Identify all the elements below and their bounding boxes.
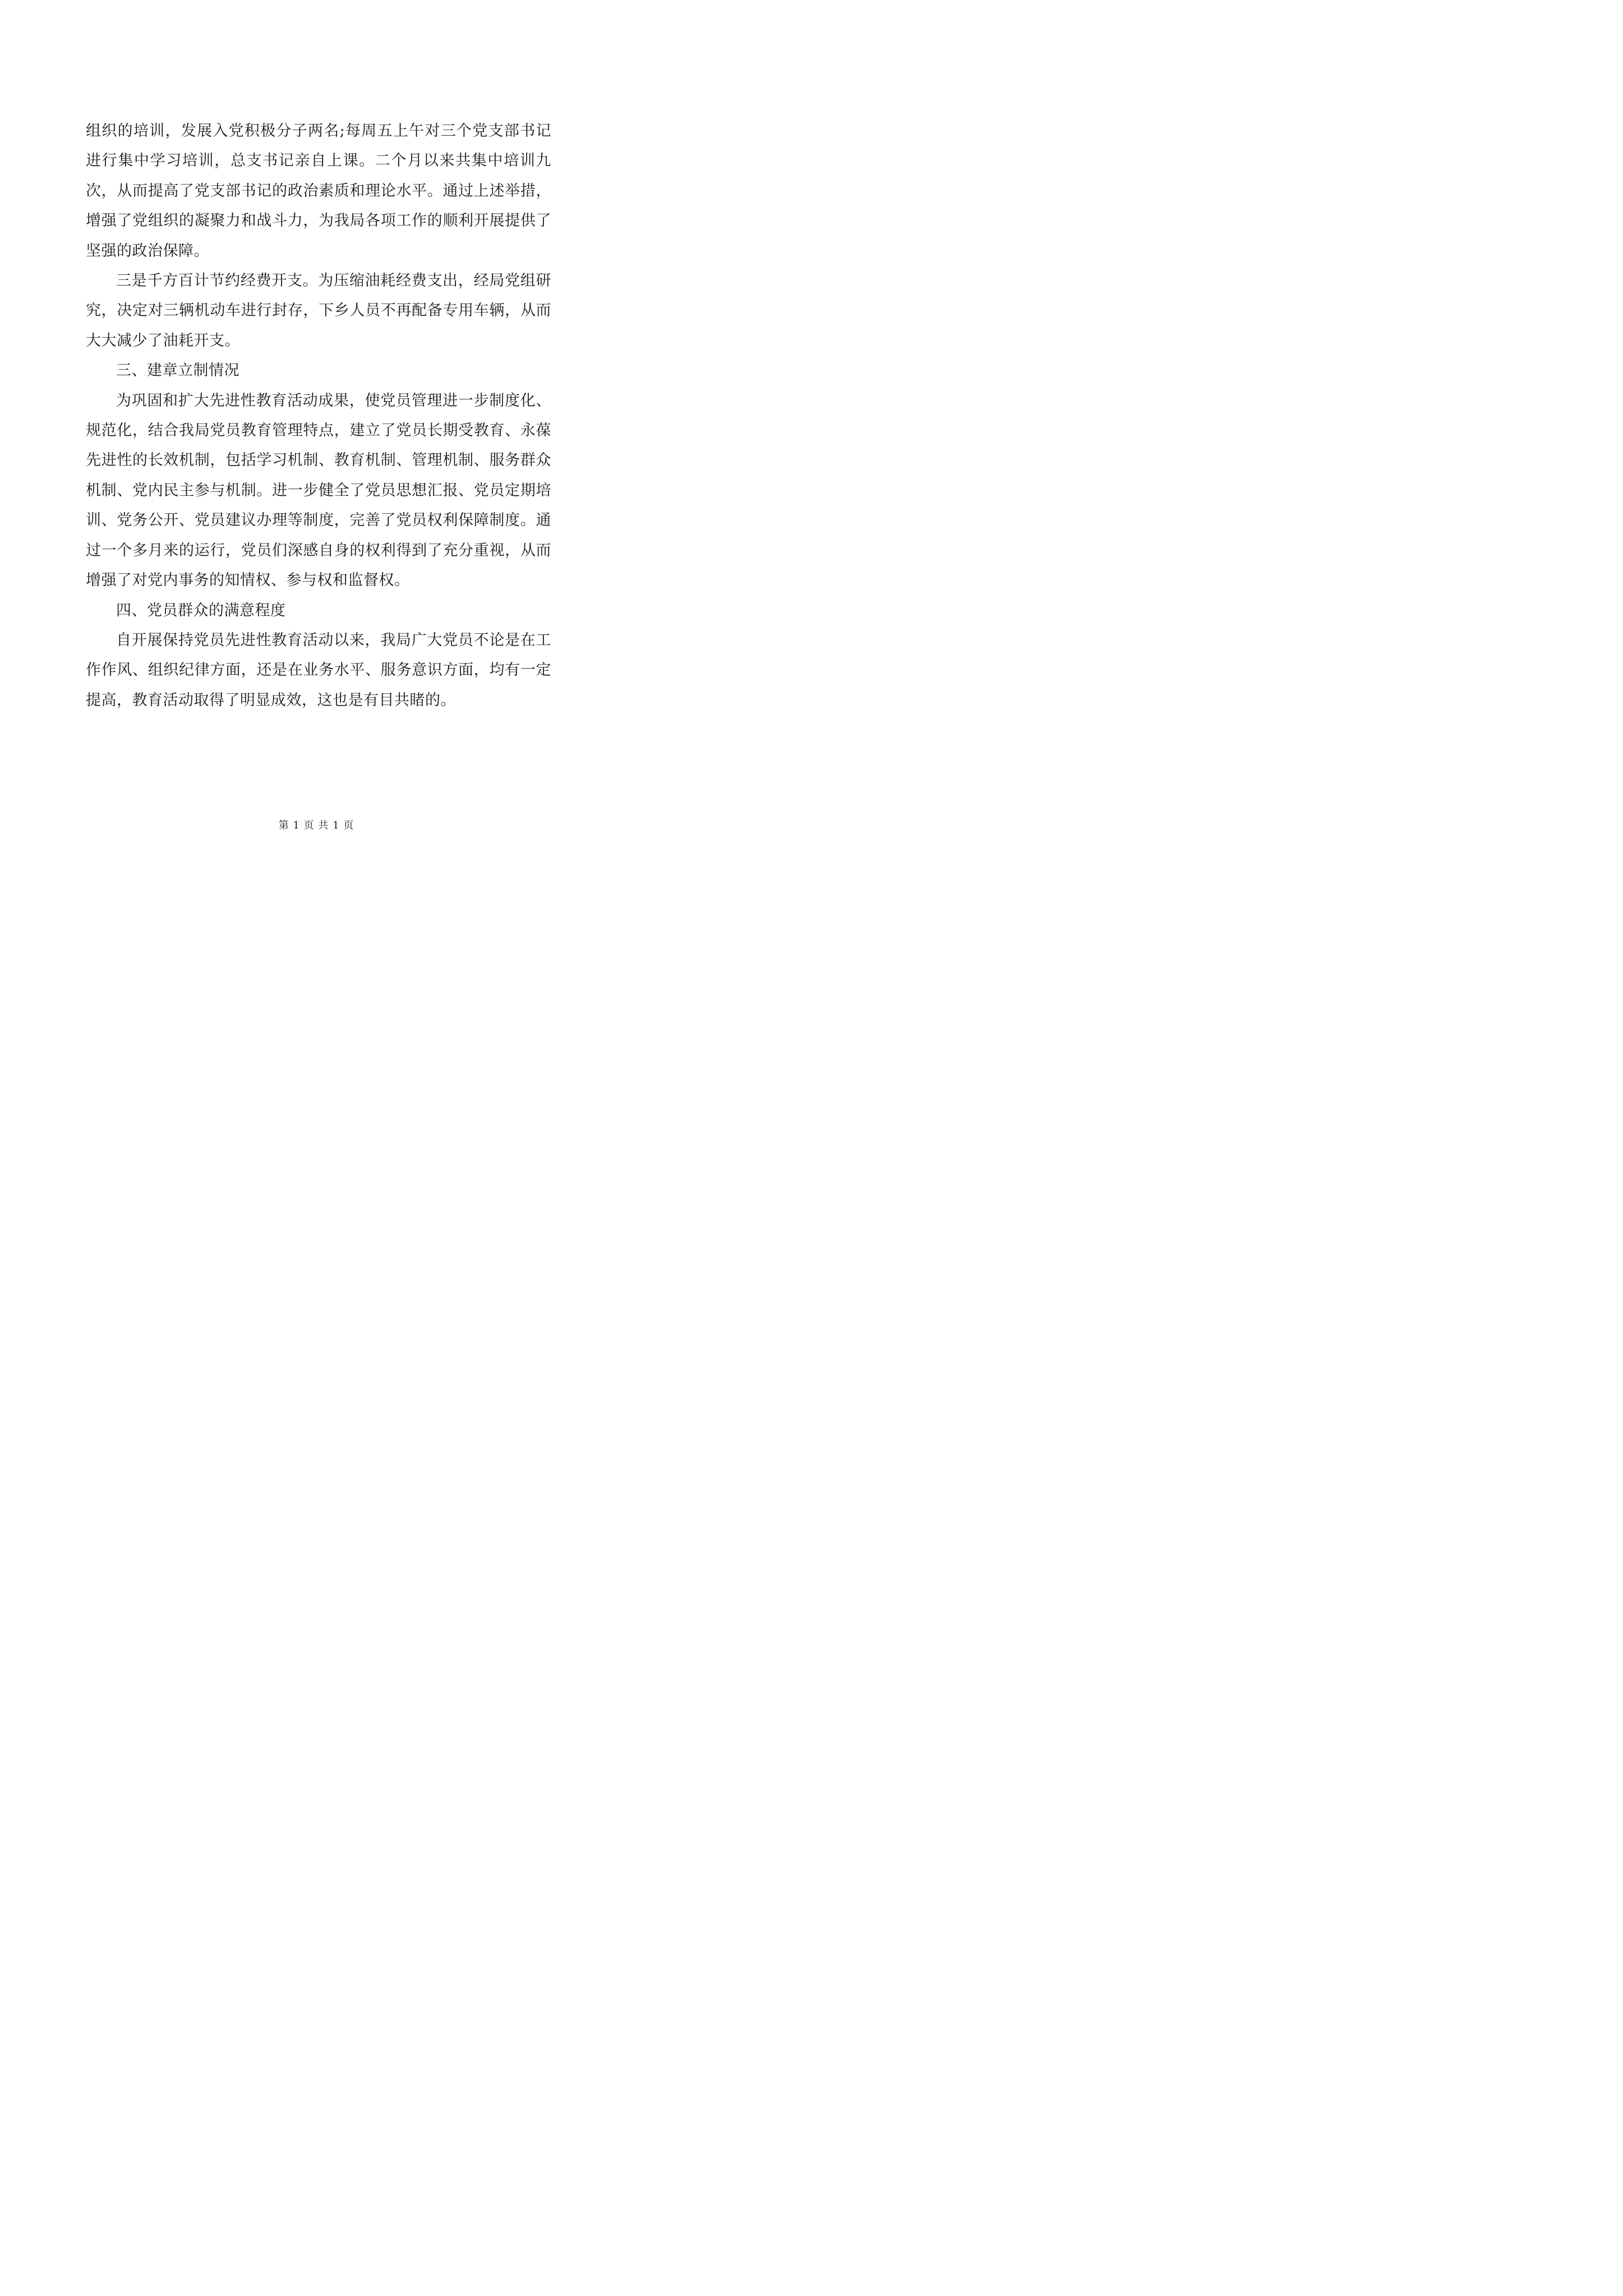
section-heading-rules: 三、建章立制情况 — [116, 362, 239, 380]
paragraph-satisfaction: 自开展保持党员先进性教育活动以来，我局广大党员不论是在工作作风、组织纪律方面，还是在业务水平、服务意识方面，均有一定提高，教育活动取得了明显成效，这也是有目共睹的。 — [86, 631, 551, 709]
page-number-footer: 第 1 页 共 1 页 — [278, 820, 354, 831]
paragraph-expense-saving: 三是千方百计节约经费开支。为压缩油耗经费支出，经局党组研究，决定对三辆机动车进行封存，下乡人员不再配备专用车辆，从而大大减少了油耗开支。 — [86, 272, 551, 349]
document-body — [86, 116, 551, 715]
paragraph-party-training: 组织的培训，发展入党积极分子两名;每周五上午对三个党支部书记进行集中学习培训，总支书记亲自上课。二个月以来共集中培训九次，从而提高了党支部书记的政治素质和理论水平。通过上述举措，增强了党组织的凝聚力和战斗力，为我局各项工作的顺利开展提供了坚强的政治保障。 — [86, 122, 551, 260]
document-page — [0, 0, 633, 895]
section-heading-satisfaction: 四、党员群众的满意程度 — [116, 601, 286, 619]
paragraph-rules-mechanism: 为巩固和扩大先进性教育活动成果，使党员管理进一步制度化、规范化，结合我局党员教育管理特点，建立了党员长期受教育、永葆先进性的长效机制，包括学习机制、教育机制、管理机制、服务群众机制、党内民主参与机制。进一步健全了党员思想汇报、党员定期培训、党务公开、党员建议办理等制度，完善了党员权利保障制度。通过一个多月来的运行，党员们深感自身的权利得到了充分重视，从而增强了对党内事务的知情权、参与权和监督权。 — [86, 392, 551, 590]
